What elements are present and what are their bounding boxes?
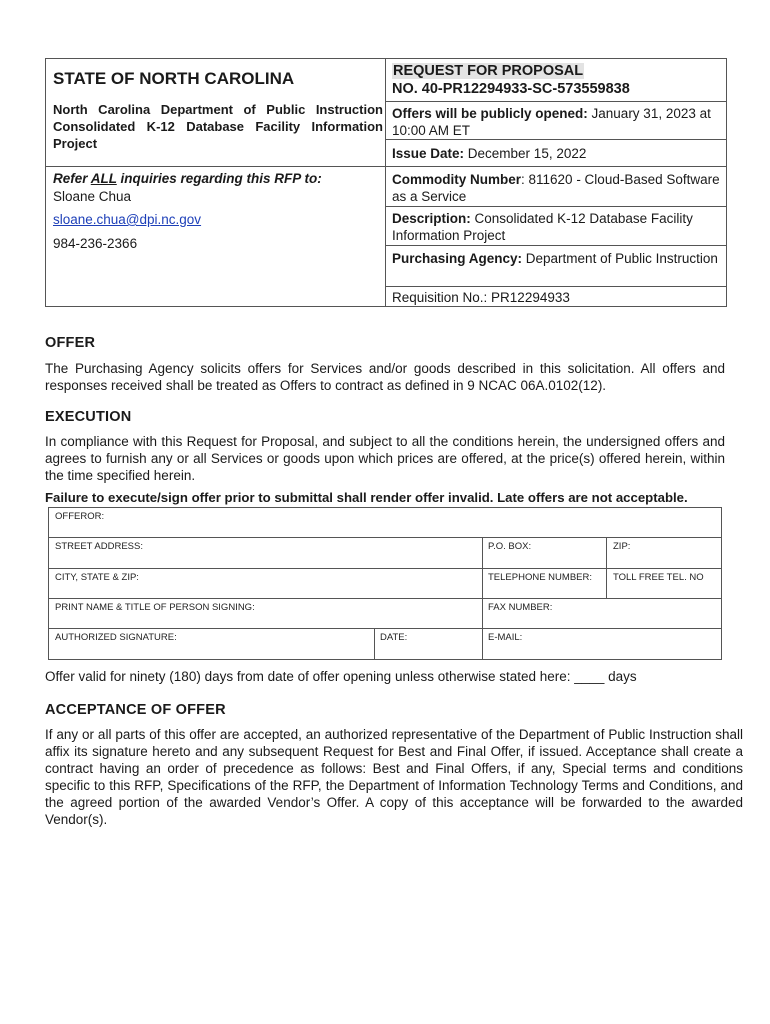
description	[392, 210, 722, 244]
issue-date-value: December 15, 2022	[464, 146, 587, 161]
commodity-number	[392, 171, 722, 205]
fax-field[interactable]: FAX NUMBER:	[488, 602, 553, 613]
department-project: North Carolina Department of Public Instruction Consolidated K-12 Database Facility Information Project	[53, 102, 383, 151]
date-field[interactable]: DATE:	[380, 632, 408, 643]
offers-opened	[392, 105, 722, 139]
divider	[386, 139, 726, 140]
offer-heading: OFFER	[45, 335, 96, 351]
divider	[386, 206, 726, 207]
offeror-field[interactable]: OFFEROR:	[55, 511, 105, 522]
offers-opened-label: Offers will be publicly opened:	[392, 106, 588, 121]
issue-date-label: Issue Date:	[392, 146, 465, 161]
email-field[interactable]: E-MAIL:	[488, 632, 523, 643]
zip-field[interactable]: ZIP:	[613, 541, 631, 552]
description-label: Description:	[392, 211, 471, 226]
refer-prefix: Refer	[53, 171, 91, 186]
offer-text: The Purchasing Agency solicits offers for Services and/or goods described in this solicitation. All offers and responses received shall be treated as Offers to contract as defined in 9 NCAC 06A.0102(12).	[45, 361, 725, 393]
failure-notice: Failure to execute/sign offer prior to submittal shall render offer invalid. Late offers are not acceptable.	[45, 490, 688, 505]
divider	[49, 537, 721, 538]
agency-label: Purchasing Agency:	[392, 251, 523, 266]
rfp-number: NO. 40-PR12294933-SC-573559838	[392, 81, 630, 97]
divider	[386, 166, 726, 167]
commodity-label: Commodity Number	[392, 172, 522, 187]
telephone-field[interactable]: TELEPHONE NUMBER:	[488, 572, 592, 583]
toll-free-field[interactable]: TOLL FREE TEL. NO	[613, 572, 704, 583]
street-address-field[interactable]: STREET ADDRESS:	[55, 541, 143, 552]
execution-text: In compliance with this Request for Proposal, and subject to all the conditions herein, the undersigned offers and agrees to furnish any or all Services or goods upon which prices are offered, at the price(s) offered herein, within the time specified herein.	[45, 434, 725, 483]
divider	[49, 628, 721, 629]
rfp-title: REQUEST FOR PROPOSAL	[393, 63, 584, 79]
contact-phone: 984-236-2366	[53, 236, 138, 251]
city-state-zip-field[interactable]: CITY, STATE & ZIP:	[55, 572, 139, 583]
inquiries-label	[53, 171, 322, 186]
acceptance-heading: ACCEPTANCE OF OFFER	[45, 702, 226, 718]
requisition-number: Requisition No.: PR12294933	[392, 290, 570, 305]
header-right-column	[386, 59, 726, 306]
description-value: Consolidated K-12 Database Facility Information Project	[392, 211, 693, 243]
issue-date	[392, 145, 722, 162]
divider	[49, 598, 721, 599]
divider	[386, 286, 726, 287]
contact-email-link[interactable]: sloane.chua@dpi.nc.gov	[53, 212, 202, 227]
offer-validity: Offer valid for ninety (180) days from date of offer opening unless otherwise stated here: ____ days	[45, 669, 637, 684]
divider	[386, 245, 726, 246]
offers-opened-value: January 31, 2023 at 10:00 AM ET	[392, 106, 711, 138]
divider	[386, 101, 726, 102]
refer-all: ALL	[90, 171, 117, 186]
execution-heading: EXECUTION	[45, 409, 132, 425]
agency-value: Department of Public Instruction	[522, 251, 718, 266]
state-title: STATE OF NORTH CAROLINA	[53, 69, 295, 88]
offeror-form	[48, 507, 722, 660]
divider	[46, 166, 385, 167]
divider	[49, 568, 721, 569]
commodity-value: : 811620 - Cloud-Based Software as a Service	[392, 172, 720, 204]
header-table	[45, 58, 727, 307]
print-name-field[interactable]: PRINT NAME & TITLE OF PERSON SIGNING:	[55, 602, 255, 613]
signature-field[interactable]: AUTHORIZED SIGNATURE:	[55, 632, 177, 643]
refer-suffix: inquiries regarding this RFP to:	[116, 171, 322, 186]
divider	[374, 628, 375, 660]
contact-name: Sloane Chua	[53, 189, 132, 204]
header-left-column	[46, 59, 386, 306]
purchasing-agency	[392, 250, 722, 267]
po-box-field[interactable]: P.O. BOX:	[488, 541, 532, 552]
acceptance-text: If any or all parts of this offer are accepted, an authorized representative of the Department of Public Instruction shall affix its signature hereto and any subsequent Request for Best and Final Offer, if issued. Acceptance shall create a contract having an order of precedence as follows: Best and Final Offers, if any, Special terms and conditions specific to this RFP, Specifications of the RFP, the Department of Information Technology Terms and Conditions, and the agreed portion of the awarded Vendor’s Offer. A copy of this acceptance will be forwarded to the awarded Vendor(s).	[45, 727, 743, 827]
